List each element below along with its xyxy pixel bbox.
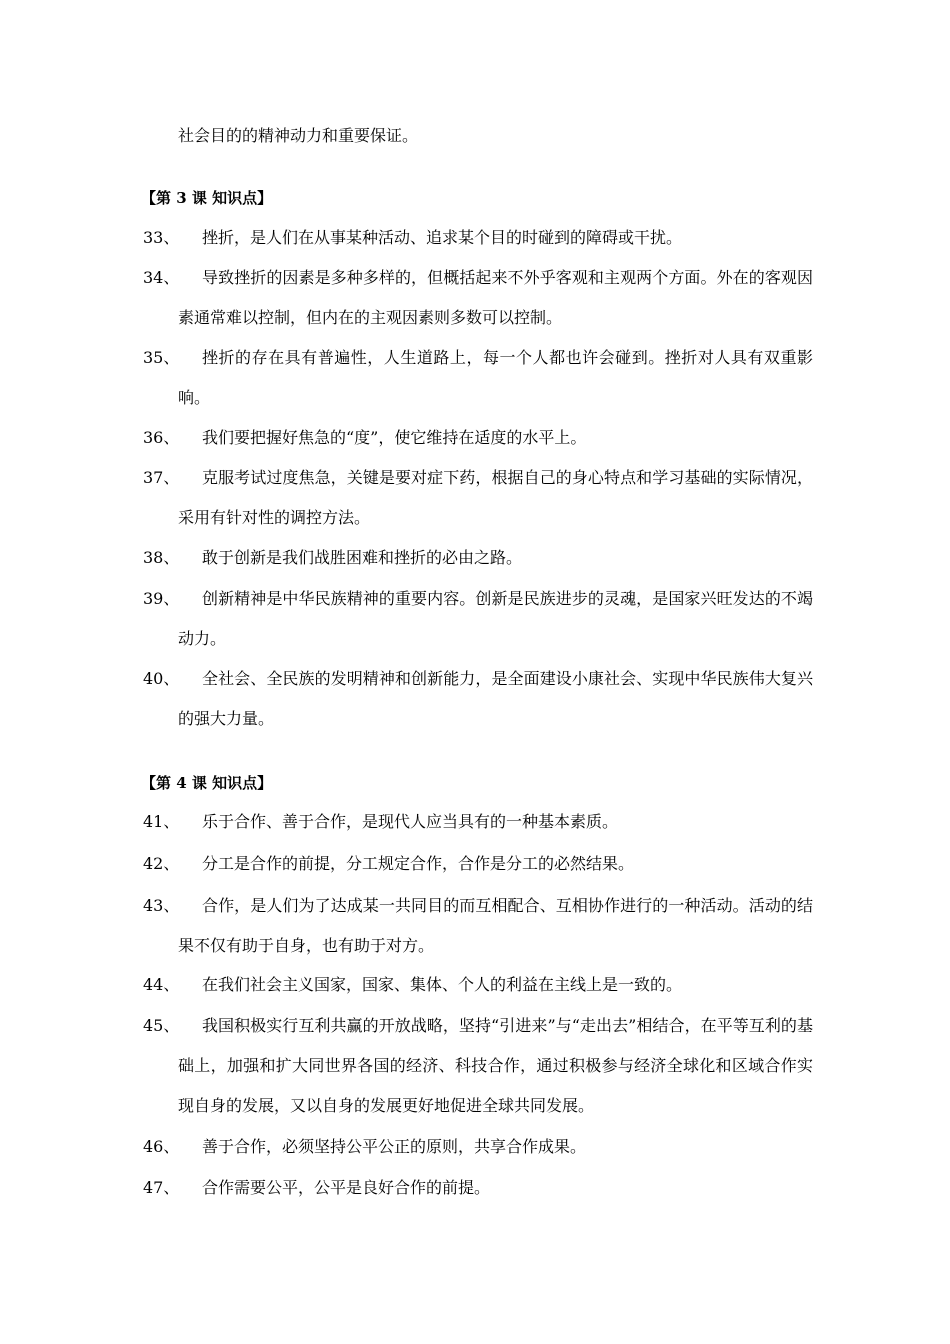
item-number: 43、 bbox=[143, 896, 180, 915]
item-number: 44、 bbox=[143, 975, 180, 994]
item-number: 36、 bbox=[143, 428, 180, 447]
list-item bbox=[141, 338, 813, 418]
item-number: 47、 bbox=[143, 1178, 180, 1197]
section-title-lesson-4: 【第 4 课 知识点】 bbox=[141, 774, 273, 792]
item-text: 合作，是人们为了达成某一共同目的而互相配合、互相协作进行的一种活动。活动的结果不仅有助于自身，也有助于对方。 bbox=[178, 896, 813, 955]
item-number: 41、 bbox=[143, 812, 180, 831]
item-number: 40、 bbox=[143, 669, 180, 688]
list-item bbox=[141, 1168, 813, 1208]
item-number: 35、 bbox=[143, 348, 180, 367]
item-number: 34、 bbox=[143, 268, 180, 287]
item-text: 全社会、全民族的发明精神和创新能力，是全面建设小康社会、实现中华民族伟大复兴的强大力量。 bbox=[178, 669, 813, 728]
list-item bbox=[141, 538, 813, 578]
item-text: 挫折的存在具有普遍性，人生道路上，每一个人都也许会碰到。挫折对人具有双重影响。 bbox=[178, 348, 813, 407]
item-text: 合作需要公平，公平是良好合作的前提。 bbox=[202, 1178, 491, 1197]
list-item bbox=[141, 659, 813, 739]
list-item bbox=[141, 418, 813, 458]
item-text: 分工是合作的前提，分工规定合作，合作是分工的必然结果。 bbox=[202, 854, 635, 873]
item-text: 我国积极实行互利共赢的开放战略，坚持“引进来”与“走出去”相结合，在平等互利的基础上，加强和扩大同世界各国的经济、科技合作，通过积极参与经济全球化和区域合作实现自身的发展，又以自身的发展更好地促进全球共同发展。 bbox=[178, 1016, 813, 1115]
list-item bbox=[141, 886, 813, 966]
item-text: 我们要把握好焦急的“度”，使它维持在适度的水平上。 bbox=[202, 428, 587, 447]
list-item bbox=[141, 1127, 813, 1167]
item-text: 敢于创新是我们战胜困难和挫折的必由之路。 bbox=[202, 548, 523, 567]
list-item bbox=[141, 258, 813, 338]
item-text: 挫折，是人们在从事某种活动、追求某个目的时碰到的障碍或干扰。 bbox=[202, 228, 683, 247]
item-text: 乐于合作、善于合作，是现代人应当具有的一种基本素质。 bbox=[202, 812, 619, 831]
item-number: 33、 bbox=[143, 228, 180, 247]
list-item bbox=[141, 1006, 813, 1126]
item-number: 38、 bbox=[143, 548, 180, 567]
list-item bbox=[141, 218, 813, 258]
list-item bbox=[141, 579, 813, 659]
list-item bbox=[141, 458, 813, 538]
section-title-lesson-3: 【第 3 课 知识点】 bbox=[141, 189, 273, 207]
item-text: 克服考试过度焦急，关键是要对症下药，根据自己的身心特点和学习基础的实际情况，采用有针对性的调控方法。 bbox=[178, 468, 813, 527]
item-text: 善于合作，必须坚持公平公正的原则，共享合作成果。 bbox=[202, 1137, 587, 1156]
item-text: 导致挫折的因素是多种多样的，但概括起来不外乎客观和主观两个方面。外在的客观因素通常难以控制，但内在的主观因素则多数可以控制。 bbox=[178, 268, 813, 327]
list-item bbox=[141, 802, 813, 842]
item-number: 45、 bbox=[143, 1016, 180, 1035]
list-item bbox=[141, 844, 813, 884]
item-number: 42、 bbox=[143, 854, 180, 873]
continuation-text: 社会目的的精神动力和重要保证。 bbox=[178, 126, 419, 145]
item-number: 39、 bbox=[143, 589, 180, 608]
item-text: 创新精神是中华民族精神的重要内容。创新是民族进步的灵魂，是国家兴旺发达的不竭动力。 bbox=[178, 589, 813, 648]
item-number: 37、 bbox=[143, 468, 180, 487]
item-text: 在我们社会主义国家，国家、集体、个人的利益在主线上是一致的。 bbox=[202, 975, 683, 994]
list-item bbox=[141, 965, 813, 1005]
item-number: 46、 bbox=[143, 1137, 180, 1156]
